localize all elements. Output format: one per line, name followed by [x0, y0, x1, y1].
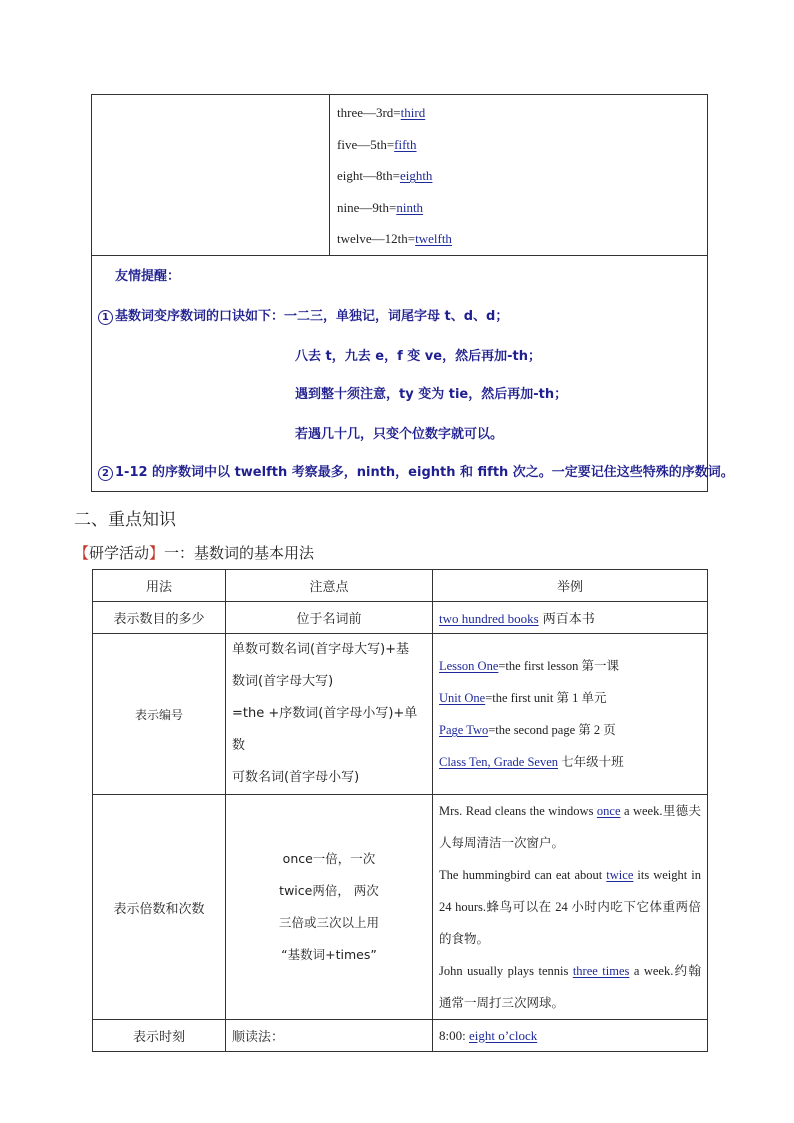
- section-title: 二、重点知识: [74, 510, 176, 530]
- circled-number-2: 2: [98, 466, 113, 481]
- example-cell: two hundred books 两百本书: [433, 602, 708, 634]
- header-example: 举例: [433, 570, 708, 602]
- note-cell: 单数可数名词(首字母大写)+基 数词(首字母大写) =the +序数词(首字母小写)+单数 可数名词(首字母小写): [226, 634, 433, 795]
- ordinal-table: [91, 94, 734, 492]
- ordinal-item: eight—8th=eighth: [337, 168, 433, 184]
- note-cell: 顺读法：: [226, 1020, 433, 1052]
- example-cell: Mrs. Read cleans the windows once a week.里德夫人每周清洁一次窗户。 The hummingbird can eat about twice its weight in 24 hours.蜂鸟可以在 24 小时内吃下它体重两倍的食物。 John usually plays tennis three times a week.约翰通常一周打三次网球。: [433, 795, 708, 1020]
- ordinal-item: three—3rd=third: [337, 105, 426, 120]
- reminder-line-2: 八去 t，九去 e，f 变 ve，然后再加-th；: [295, 349, 541, 364]
- table-row: [93, 795, 708, 1020]
- example-cell: Lesson One=the first lesson 第一课 Unit One=the first unit 第 1 单元 Page Two=the second page 第 2 页 Class Ten, Grade Seven 七年级十班: [433, 634, 708, 795]
- header-usage: 用法: [93, 570, 226, 602]
- header-note: 注意点: [226, 570, 433, 602]
- reminder-box: [92, 255, 734, 493]
- cardinal-usage-table: [92, 569, 708, 1052]
- usage-cell: 表示数目的多少: [93, 602, 226, 634]
- reminder-title: 友情提醒：: [115, 269, 181, 284]
- reminder-line-3: 遇到整十须注意，ty 变为 tie，然后再加-th；: [295, 387, 568, 402]
- table-row: [93, 634, 708, 795]
- ordinal-list: [337, 103, 697, 261]
- reminder-line-1: 1 基数词变序数词的口诀如下：一二三，单独记，词尾字母 t、d、d；: [98, 305, 508, 325]
- reminder-line-5: 2 1-12 的序数词中以 twelfth 考察最多，ninth，eighth 和 fifth 次之。一定要记住这些特殊的序数词。: [98, 461, 734, 481]
- table-row: [93, 1020, 708, 1052]
- activity-title: 【研学活动】一：基数词的基本用法: [74, 544, 315, 562]
- ordinal-item: five—5th=fifth: [337, 136, 417, 152]
- usage-cell: 表示时刻: [93, 1020, 226, 1052]
- reminder-line-4: 若遇几十几，只变个位数字就可以。: [295, 427, 504, 442]
- ordinal-item: nine—9th=ninth: [337, 199, 424, 215]
- ordinal-item: twelve—12th=twelfth: [337, 231, 452, 247]
- usage-cell: 表示编号: [93, 634, 226, 795]
- note-cell: once一倍，一次 twice两倍， 两次 三倍或三次以上用 “基数词+times”: [226, 795, 433, 1020]
- usage-cell: 表示倍数和次数: [93, 795, 226, 1020]
- example-cell: 8:00: eight o’clock: [433, 1020, 708, 1052]
- empty-cell: [92, 95, 330, 255]
- note-cell: 位于名词前: [226, 602, 433, 634]
- table-header-row: [93, 570, 708, 602]
- table-row: [93, 602, 708, 634]
- circled-number-1: 1: [98, 310, 113, 325]
- ordinal-row: [92, 95, 707, 256]
